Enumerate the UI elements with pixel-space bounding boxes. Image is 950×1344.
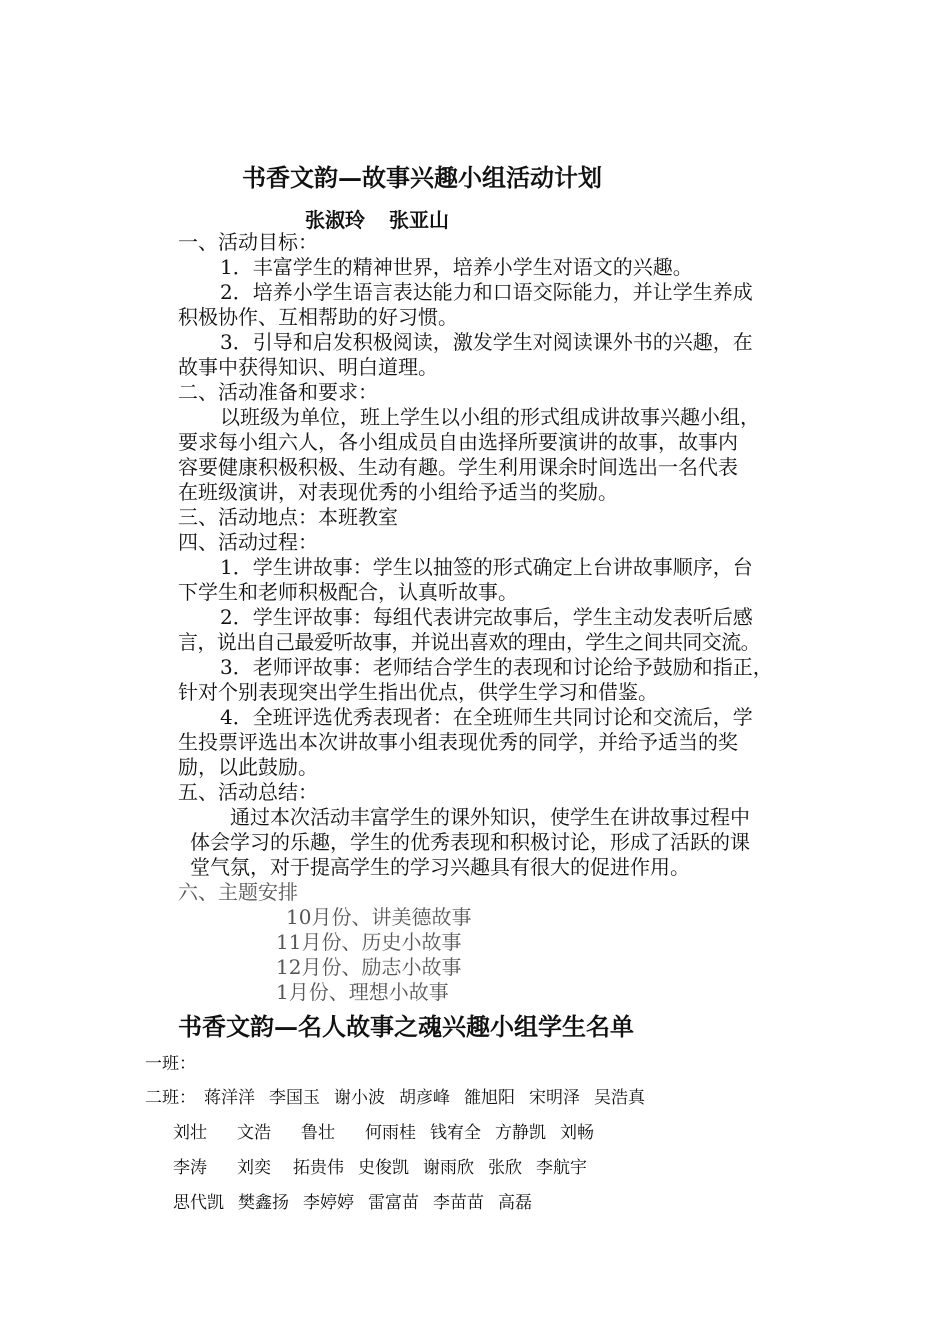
class-label: 一班： <box>145 1054 196 1074</box>
topic-item: 12月份、励志小故事 <box>276 955 462 979</box>
paragraph-line: 在班级演讲，对表现优秀的小组给予适当的奖励。 <box>178 480 618 504</box>
student-name: 胡彦峰 <box>399 1088 450 1108</box>
document-title: 书香文韵—故事兴趣小组活动计划 <box>242 163 602 192</box>
roster-title: 书香文韵—名人故事之魂兴趣小组学生名单 <box>178 1012 634 1041</box>
section-heading: 五、活动总结： <box>178 780 318 804</box>
student-name: 李涛 <box>173 1158 207 1178</box>
student-name: 宋明泽 <box>529 1088 580 1108</box>
author-name: 张淑玲 <box>305 208 365 232</box>
section-heading: 六、主题安排 <box>178 880 298 904</box>
paragraph-line: 1．学生讲故事：学生以抽签的形式确定上台讲故事顺序，台 <box>220 555 753 579</box>
student-name: 樊鑫扬 <box>238 1193 289 1213</box>
student-name: 文浩 <box>237 1123 271 1143</box>
student-name: 钱宥全 <box>430 1123 481 1143</box>
paragraph-line: 3．引导和启发积极阅读，激发学生对阅读课外书的兴趣，在 <box>220 330 753 354</box>
student-name: 李国玉 <box>269 1088 320 1108</box>
paragraph-line: 言，说出自己最爱听故事，并说出喜欢的理由，学生之间共同交流。 <box>178 630 760 654</box>
paragraph-line: 体会学习的乐趣，学生的优秀表现和积极讨论，形成了活跃的课 <box>190 830 750 854</box>
paragraph-line: 故事中获得知识、明白道理。 <box>178 355 438 379</box>
roster-line <box>173 1188 546 1213</box>
student-name: 张欣 <box>488 1158 522 1178</box>
paragraph-line: 以班级为单位，班上学生以小组的形式组成讲故事兴趣小组， <box>220 405 760 429</box>
authors-line <box>305 204 473 233</box>
student-name: 谢小波 <box>334 1088 385 1108</box>
paragraph-line: 容要健康积极积极、生动有趣。学生利用课余时间选出一名代表 <box>178 455 738 479</box>
paragraph-line: 2．学生评故事：每组代表讲完故事后，学生主动发表听后感 <box>220 605 753 629</box>
paragraph-line: 下学生和老师积极配合，认真听故事。 <box>178 580 518 604</box>
student-name: 史俊凯 <box>358 1158 409 1178</box>
class2-row <box>145 1083 659 1108</box>
student-name: 方静凯 <box>495 1123 546 1143</box>
paragraph-line: 通过本次活动丰富学生的课外知识，使学生在讲故事过程中 <box>230 805 750 829</box>
paragraph-line: 2．培养小学生语言表达能力和口语交际能力，并让学生养成 <box>220 280 753 304</box>
roster-line <box>173 1118 608 1143</box>
section-heading: 三、活动地点：本班教室 <box>178 505 398 529</box>
student-name: 刘壮 <box>173 1123 207 1143</box>
student-name: 吴浩真 <box>594 1088 645 1108</box>
class-label: 二班： <box>145 1088 196 1108</box>
paragraph-line: 堂气氛，对于提高学生的学习兴趣具有很大的促进作用。 <box>190 855 690 879</box>
paragraph-line: 要求每小组六人，各小组成员自由选择所要演讲的故事，故事内 <box>178 430 738 454</box>
section-heading: 四、活动过程： <box>178 530 318 554</box>
paragraph-line: 4．全班评选优秀表现者：在全班师生共同讨论和交流后，学 <box>220 705 753 729</box>
section-heading: 一、活动目标： <box>178 230 318 254</box>
student-name: 李苗苗 <box>433 1193 484 1213</box>
student-name: 雒旭阳 <box>464 1088 515 1108</box>
student-name: 蒋洋洋 <box>204 1088 255 1108</box>
paragraph-line: 1．丰富学生的精神世界，培养小学生对语文的兴趣。 <box>220 255 693 279</box>
student-name: 思代凯 <box>173 1193 224 1213</box>
paragraph-line: 3．老师评故事：老师结合学生的表现和讨论给予鼓励和指正， <box>220 655 773 679</box>
roster-line <box>173 1153 601 1178</box>
student-name: 雷富苗 <box>368 1193 419 1213</box>
section-heading: 二、活动准备和要求： <box>178 380 378 404</box>
author-name: 张亚山 <box>389 208 449 232</box>
student-name: 拓贵伟 <box>293 1158 344 1178</box>
student-name: 李婷婷 <box>303 1193 354 1213</box>
topic-item: 10月份、讲美德故事 <box>286 905 472 929</box>
student-name: 高磊 <box>498 1193 532 1213</box>
student-name: 李航宇 <box>536 1158 587 1178</box>
topic-item: 11月份、历史小故事 <box>276 930 462 954</box>
paragraph-line: 励，以此鼓励。 <box>178 755 318 779</box>
paragraph-line: 生投票评选出本次讲故事小组表现优秀的同学，并给予适当的奖 <box>178 730 738 754</box>
class1-row <box>145 1049 196 1074</box>
student-name: 刘畅 <box>560 1123 594 1143</box>
student-name: 谢雨欣 <box>423 1158 474 1178</box>
topic-item: 1月份、理想小故事 <box>276 980 449 1004</box>
plan-body <box>178 230 818 1005</box>
paragraph-line: 针对个别表现突出学生指出优点，供学生学习和借鉴。 <box>178 680 658 704</box>
student-name: 何雨桂 <box>365 1123 416 1143</box>
student-name: 鲁壮 <box>301 1123 335 1143</box>
paragraph-line: 积极协作、互相帮助的好习惯。 <box>178 305 458 329</box>
student-name: 刘奕 <box>237 1158 271 1178</box>
